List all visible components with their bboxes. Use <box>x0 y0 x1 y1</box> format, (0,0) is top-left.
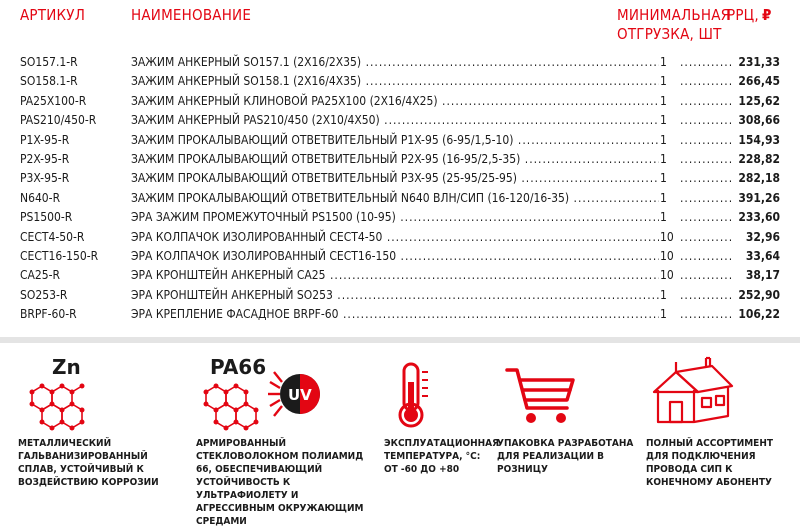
feature-zinc-text: МЕТАЛЛИЧЕСКИЙ ГАЛЬВАНИЗИРОВАННЫЙ СПЛАВ, УСТОЙЧИВЫЙ К ВОЗДЕЙСТВИЮ КОРРОЗИИ <box>18 438 159 488</box>
article-cell: BRPF-60-R <box>20 307 77 322</box>
leader-dots <box>680 151 732 167</box>
svg-text:PA66: PA66 <box>210 355 267 379</box>
leader-dots <box>680 209 732 225</box>
name-cell: ЭРА ЗАЖИМ ПРОМЕЖУТОЧНЫЙ PS1500 (10-95) ..... <box>131 209 659 225</box>
leader-dots <box>680 112 732 128</box>
name-cell: ЗАЖИМ АНКЕРНЫЙ SO157.1 (2Х16/2Х35) ..... <box>131 54 659 70</box>
price-cell: 282,18 <box>738 171 780 186</box>
leader-dots <box>680 93 732 109</box>
price-cell: 38,17 <box>745 268 780 283</box>
price-cell: 266,45 <box>738 74 780 89</box>
article-cell: P2X-95-R <box>20 151 70 166</box>
name-cell: ЭРА КРЕПЛЕНИЕ ФАСАДНОЕ BRPF-60 ..... <box>131 306 659 322</box>
article-cell: CECT4-50-R <box>20 229 85 244</box>
leader-dots <box>680 267 732 283</box>
qty-cell: 1 <box>660 287 667 302</box>
article-cell: SO158.1-R <box>20 74 78 89</box>
name-cell: ЭРА КРОНШТЕЙН АНКЕРНЫЙ CA25 ..... <box>131 267 659 283</box>
table-row <box>20 305 780 324</box>
qty-cell: 10 <box>660 229 674 244</box>
price-table <box>20 53 780 324</box>
qty-cell: 1 <box>660 190 667 205</box>
table-row <box>20 92 780 111</box>
table-row <box>20 228 780 247</box>
table-row <box>20 247 780 266</box>
price-cell: 231,33 <box>738 55 780 69</box>
table-row <box>20 53 780 72</box>
price-cell: 154,93 <box>738 132 780 147</box>
qty-cell: 1 <box>660 171 667 186</box>
leader-dots <box>680 54 732 70</box>
name-cell: ЗАЖИМ ПРОКАЛЫВАЮЩИЙ ОТВЕТВИТЕЛЬНЫЙ P2X-95 (16-95/2,5-35) ..... <box>131 151 659 167</box>
article-cell: SO253-R <box>20 287 68 302</box>
table-row <box>20 169 780 188</box>
price-cell: 228,82 <box>738 151 780 166</box>
qty-cell: 1 <box>660 151 667 166</box>
name-cell: ЗАЖИМ АНКЕРНЫЙ PAS210/450 (2Х10/4Х50) ..... <box>131 112 659 128</box>
price-cell: 391,26 <box>738 190 780 205</box>
price-cell: 233,60 <box>738 210 780 225</box>
price-cell: 32,96 <box>745 229 780 244</box>
name-cell: ЗАЖИМ АНКЕРНЫЙ КЛИНОВОЙ PA25X100 (2Х16/4Х25) ..... <box>131 93 659 109</box>
article-cell: SO157.1-R <box>20 55 78 69</box>
svg-text:UV: UV <box>288 386 312 404</box>
qty-cell: 1 <box>660 74 667 89</box>
feature-assortment-text: ПОЛНЫЙ АССОРТИМЕНТ ДЛЯ ПОДКЛЮЧЕНИЯ ПРОВОДА СИП К КОНЕЧНОМУ АБОНЕНТУ <box>646 438 773 488</box>
article-cell: PA25X100-R <box>20 93 87 108</box>
price-cell: 33,64 <box>745 248 780 263</box>
name-cell: ЗАЖИМ АНКЕРНЫЙ SO158.1 (2Х16/4Х35) ..... <box>131 73 659 89</box>
header-name: НАИМЕНОВАНИЕ <box>131 6 252 24</box>
table-row <box>20 131 780 150</box>
article-cell: PS1500-R <box>20 210 73 225</box>
name-cell: ЭРА КОЛПАЧОК ИЗОЛИРОВАННЫЙ CECT4-50 ..... <box>131 229 659 245</box>
table-row <box>20 189 780 208</box>
table-row <box>20 208 780 227</box>
table-row <box>20 266 780 285</box>
feature-pa66-text: АРМИРОВАННЫЙ СТЕКЛОВОЛОКНОМ ПОЛИАМИД 66, ОБЕСПЕЧИВАЮЩИЙ УСТОЙЧИВОСТЬ К УЛЬТРАФИОЛЕТУ И АГРЕССИВНЫМ ОКРУЖАЮЩИМ СРЕДАМИ <box>196 438 364 527</box>
table-row <box>20 150 780 169</box>
article-cell: CECT16-150-R <box>20 248 99 263</box>
leader-dots <box>680 306 732 322</box>
leader-dots <box>680 170 732 186</box>
feature-temperature-text: ЭКСПЛУАТАЦИОННАЯ ТЕМПЕРАТУРА, °С: ОТ -60 ДО +80 <box>384 438 500 475</box>
article-cell: PAS210/450-R <box>20 113 97 128</box>
price-cell: 125,62 <box>738 93 780 108</box>
article-cell: N640-R <box>20 190 61 205</box>
qty-cell: 1 <box>660 307 667 322</box>
header-currency: ₽ <box>762 6 772 24</box>
name-cell: ЗАЖИМ ПРОКАЛЫВАЮЩИЙ ОТВЕТВИТЕЛЬНЫЙ N640 ВЛН/СИП (16-120/16-35) ..... <box>131 190 659 206</box>
leader-dots <box>680 190 732 206</box>
thermometer-icon <box>384 352 464 434</box>
svg-text:Zn: Zn <box>52 355 81 379</box>
price-cell: 106,22 <box>738 307 780 322</box>
header-min-order: МИНИМАЛЬНАЯ ОТГРУЗКА, ШТ <box>617 6 731 43</box>
name-cell: ЭРА КОЛПАЧОК ИЗОЛИРОВАННЫЙ CECT16-150 ..... <box>131 248 659 264</box>
qty-cell: 10 <box>660 268 674 283</box>
leader-dots <box>680 132 732 148</box>
header-rrc: РРЦ, <box>727 6 759 24</box>
table-row <box>20 111 780 130</box>
name-cell: ЗАЖИМ ПРОКАЛЫВАЮЩИЙ ОТВЕТВИТЕЛЬНЫЙ P3X-95 (25-95/25-95) ..... <box>131 170 659 186</box>
leader-dots <box>680 287 732 303</box>
article-cell: P3X-95-R <box>20 171 70 186</box>
zinc-molecule-icon <box>18 352 118 434</box>
name-cell: ЭРА КРОНШТЕЙН АНКЕРНЫЙ SO253 ..... <box>131 287 659 303</box>
header-article: АРТИКУЛ <box>20 6 86 24</box>
house-icon <box>646 352 746 434</box>
table-row <box>20 72 780 91</box>
section-divider <box>0 337 800 343</box>
price-cell: 308,66 <box>738 113 780 128</box>
article-cell: CA25-R <box>20 268 61 283</box>
leader-dots <box>680 248 732 264</box>
table-row <box>20 286 780 305</box>
pa66-uv-icon <box>196 352 346 434</box>
feature-retail-pack-text: УПАКОВКА РАЗРАБОТАНА ДЛЯ РЕАЛИЗАЦИИ В РОЗНИЦУ <box>497 438 634 475</box>
article-cell: P1X-95-R <box>20 132 70 147</box>
qty-cell: 10 <box>660 248 674 263</box>
leader-dots <box>680 229 732 245</box>
leader-dots <box>680 73 732 89</box>
qty-cell: 1 <box>660 132 667 147</box>
shopping-cart-icon <box>497 352 587 434</box>
qty-cell: 1 <box>660 210 667 225</box>
name-cell: ЗАЖИМ ПРОКАЛЫВАЮЩИЙ ОТВЕТВИТЕЛЬНЫЙ P1X-95 (6-95/1,5-10) ..... <box>131 132 659 148</box>
price-cell: 252,90 <box>738 287 780 302</box>
qty-cell: 1 <box>660 55 667 69</box>
qty-cell: 1 <box>660 113 667 128</box>
qty-cell: 1 <box>660 93 667 108</box>
